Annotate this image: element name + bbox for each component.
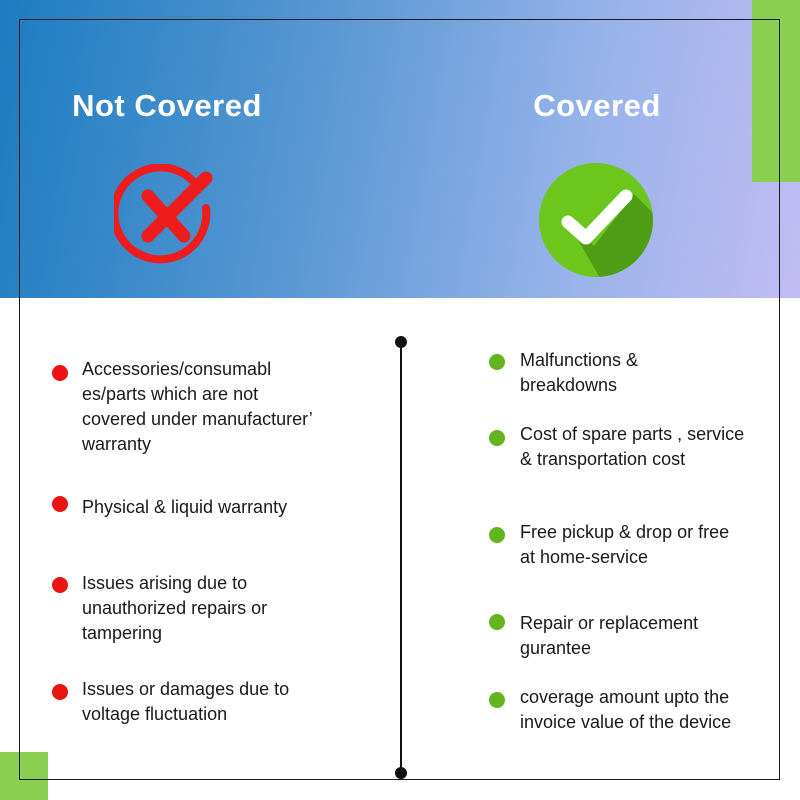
not-covered-item: Accessories/consumabl es/parts which are not covered under manufacturer’ warranty [82,359,313,454]
green-bullet-icon [489,430,505,446]
red-bullet-icon [52,496,68,512]
not-covered-item: Issues or damages due to voltage fluctuation [82,679,290,724]
green-bullet-icon [489,692,505,708]
covered-item: Cost of spare parts , service & transportation cost [520,424,745,469]
red-bullet-icon [52,684,68,700]
column-divider [400,342,402,774]
x-circle-icon [114,164,220,264]
covered-item: Free pickup & drop or free at home-service [520,522,730,567]
red-bullet-icon [52,365,68,381]
covered-title: Covered [533,88,661,123]
green-bullet-icon [489,527,505,543]
not-covered-title: Not Covered [72,88,262,123]
check-circle-icon [538,162,658,278]
covered-item: coverage amount upto the invoice value of the device [520,687,732,732]
covered-item: Repair or replacement gurantee [520,613,699,658]
green-bullet-icon [489,614,505,630]
covered-item: Malfunctions & breakdowns [520,350,639,395]
green-bullet-icon [489,354,505,370]
red-bullet-icon [52,577,68,593]
divider-top-dot [395,336,407,348]
divider-bottom-dot [395,767,407,779]
not-covered-item: Issues arising due to unauthorized repairs or tampering [82,573,268,643]
not-covered-item: Physical & liquid warranty [82,497,288,517]
